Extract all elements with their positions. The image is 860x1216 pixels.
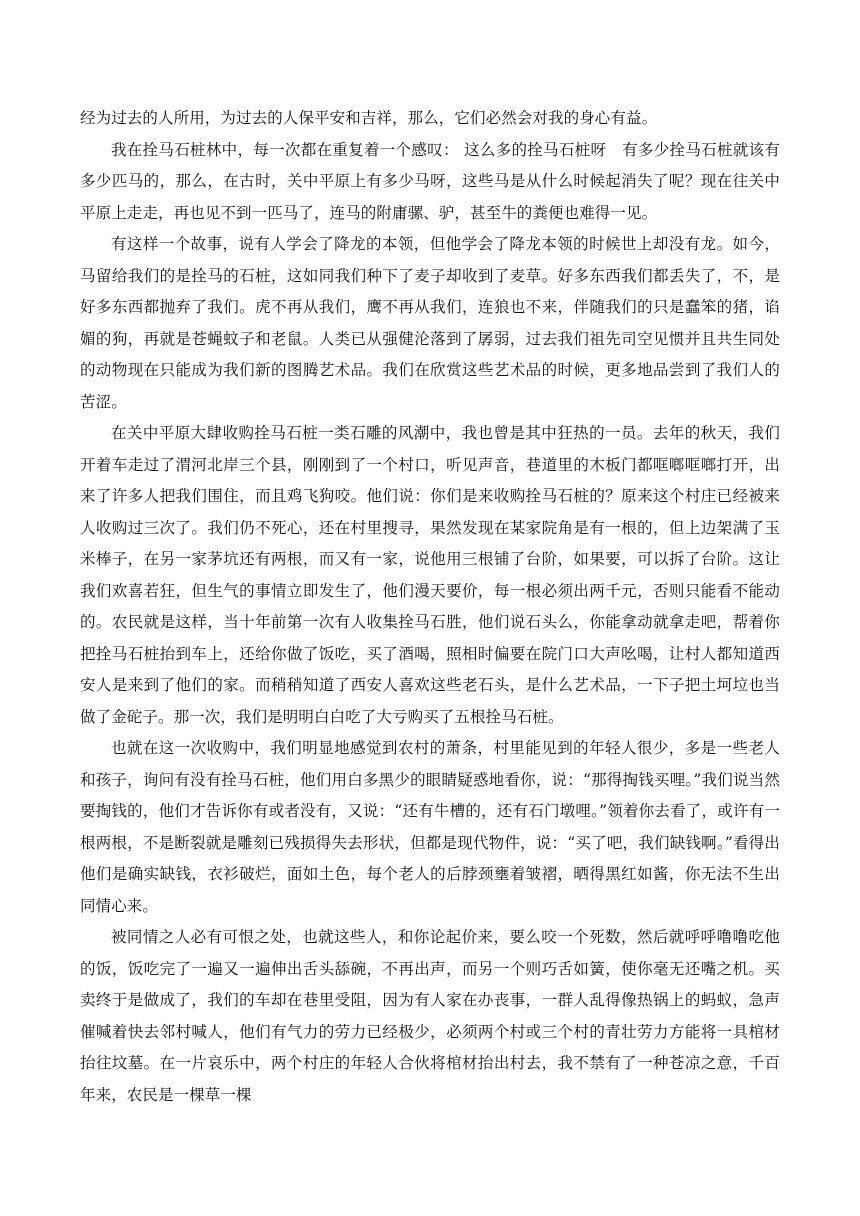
paragraph-3: 有这样一个故事，说有人学会了降龙的本领，但他学会了降龙本领的时候世上却没有龙。如今，马留给我们的是拴马的石桩，这如同我们种下了麦子却收到了麦草。好多东西我们都丢失了，不，是好多东西都抛弃了我们。虎不再从我们，鹰不再从我们，连狼也不来，伴随我们的只是蠢笨的猪，谄媚的狗，再就是苍蝇蚊子和老鼠。人类已从强健沦落到了孱弱，过去我们祖先司空见惯并且共生同处的动物现在只能成为我们新的图腾艺术品。我们在欣赏这些艺术品的时候，更多地品尝到了我们人的苦涩。 (80, 235, 780, 411)
paragraph-5: 也就在这一次收购中，我们明显地感觉到农村的萧条，村里能见到的年轻人很少，多是一些老人和孩子，询问有没有拴马石桩，他们用白多黑少的眼睛疑惑地看你，说：“那得掏钱买哩。”我们说当然要掏钱的，他们才告诉你有或者没有，又说：“还有牛槽的，还有石门墩哩。”领着你去看了，或许有一根两根，不是断裂就是雕刻已残损得失去形状，但都是现代物件，说：“买了吧，我们缺钱啊。”看得出他们是确实缺钱，衣衫破烂，面如土色，每个老人的后脖颈壅着皱褶，晒得黑红如酱，你无法不生出同情心来。 (80, 739, 780, 915)
paragraph-2: 我在拴马石桩林中，每一次都在重复着一个感叹： 这么多的拴马石桩呀 有多少拴马石桩就该有多少匹马的，那么，在古时，关中平原上有多少马呀，这些马是从什么时候起消失了呢？现在往关中平原上走走，再也见不到一匹马了，连马的附庸骡、驴，甚至牛的粪便也难得一见。 (80, 140, 780, 222)
paragraph-6: 被同情之人必有可恨之处，也就这些人，和你论起价来，要么咬一个死数，然后就呼呼噜噜吃他的饭，饭吃完了一遍又一遍伸出舌头舔碗，不再出声，而另一个则巧舌如簧，使你毫无还嘴之机。买卖终于是做成了，我们的车却在巷里受阻，因为有人家在办丧事，一群人乱得像热锅上的蚂蚁，急声催喊着快去邻村喊人，他们有气力的劳力已经极少，必须两个村或三个村的青壮劳力方能将一具棺材抬往坟墓。在一片哀乐中，两个村庄的年轻人合伙将棺材抬出村去，我不禁有了一种苍凉之意，千百年来，农民是一棵草一棵 (80, 928, 780, 1104)
paragraph-1: 经为过去的人所用，为过去的人保平安和吉祥，那么，它们必然会对我的身心有益。 (80, 109, 658, 127)
paragraph-4: 在关中平原大肆收购拴马石桩一类石雕的风潮中，我也曾是其中狂热的一员。去年的秋天，我们开着车走过了渭河北岸三个县，刚刚到了一个村口，听见声音，巷道里的木板门都哐啷哐啷打开，出来了许多人把我们围住，而且鸡飞狗咬。他们说：你们是来收购拴马石桩的？原来这个村庄已经被来人收购过三次了。我们仍不死心，还在村里搜寻，果然发现在某家院角是有一根的，但上边架满了玉米棒子，在另一家茅坑还有两根，而又有一家，说他用三根铺了台阶，如果要，可以拆了台阶。这让我们欢喜若狂，但生气的事情立即发生了，他们漫天要价，每一根必须出两千元，否则只能看不能动的。农民就是这样，当十年前第一次有人收集拴马石胜，他们说石头么，你能拿动就拿走吧，帮着你把拴马石桩抬到车上，还给你做了饭吃，买了酒喝，照相时偏要在院门口大声吆喝，让村人都知道西安人是来到了他们的家。而稍稍知道了西安人喜欢这些老石头，是什么艺术品，一下子把土坷垃也当做了金砣子。那一次，我们是明明白白吃了大亏购买了五根拴马石桩。 (80, 424, 780, 726)
article-body (80, 103, 780, 1111)
